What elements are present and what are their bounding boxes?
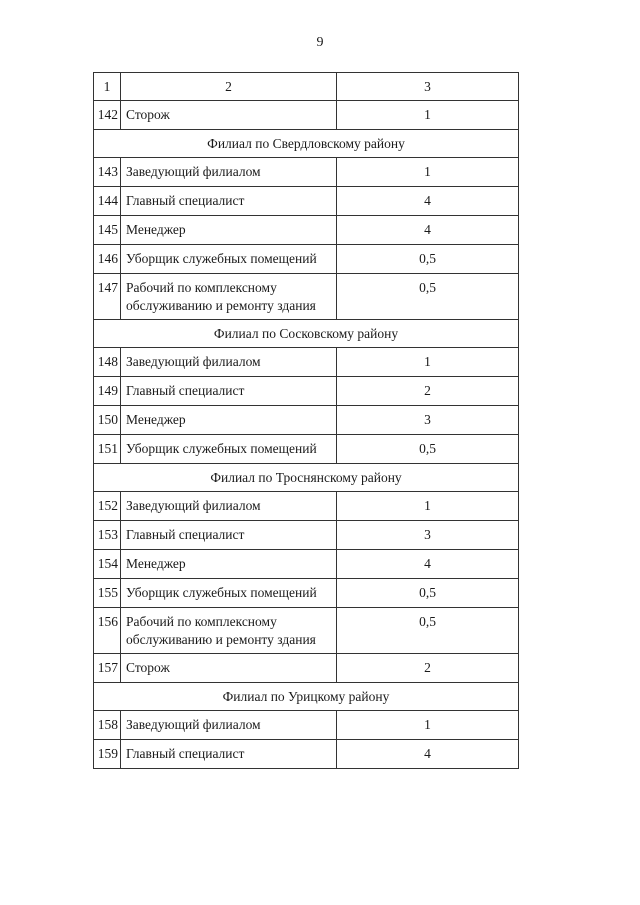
- staff-quantity: 3: [337, 521, 519, 550]
- table-body: [94, 101, 519, 769]
- table-row: [94, 216, 519, 245]
- table-row: [94, 158, 519, 187]
- row-number: 151: [94, 435, 121, 464]
- row-number: 158: [94, 711, 121, 740]
- staff-quantity: 0,5: [337, 579, 519, 608]
- row-number: 145: [94, 216, 121, 245]
- table-row: [94, 274, 519, 320]
- staff-quantity: 1: [337, 348, 519, 377]
- row-number: 147: [94, 274, 121, 320]
- table-row: [94, 406, 519, 435]
- row-number: 142: [94, 101, 121, 130]
- section-row: [94, 683, 519, 711]
- staff-quantity: 1: [337, 492, 519, 521]
- staff-table: [93, 72, 519, 769]
- row-number: 150: [94, 406, 121, 435]
- staff-quantity: 0,5: [337, 245, 519, 274]
- row-number: 157: [94, 654, 121, 683]
- staff-quantity: 4: [337, 740, 519, 769]
- table-row: [94, 521, 519, 550]
- staff-quantity: 0,5: [337, 274, 519, 320]
- table-row: [94, 245, 519, 274]
- row-number: 148: [94, 348, 121, 377]
- table-row: [94, 550, 519, 579]
- table-row: [94, 711, 519, 740]
- staff-quantity: 4: [337, 216, 519, 245]
- table-row: [94, 101, 519, 130]
- table-header-row: [94, 73, 519, 101]
- page-number: 9: [316, 35, 324, 50]
- section-title: Филиал по Урицкому району: [94, 683, 519, 711]
- section-title: Филиал по Троснянскому району: [94, 464, 519, 492]
- position-name: Уборщик служебных помещений: [121, 435, 337, 464]
- staff-quantity: 0,5: [337, 608, 519, 654]
- position-name: Уборщик служебных помещений: [121, 245, 337, 274]
- section-row: [94, 130, 519, 158]
- staff-quantity: 4: [337, 187, 519, 216]
- table-row: [94, 435, 519, 464]
- section-title: Филиал по Свердловскому району: [94, 130, 519, 158]
- position-name: Менеджер: [121, 216, 337, 245]
- position-name: Менеджер: [121, 550, 337, 579]
- section-row: [94, 320, 519, 348]
- table-row: [94, 187, 519, 216]
- row-number: 149: [94, 377, 121, 406]
- row-number: 155: [94, 579, 121, 608]
- position-name: Главный специалист: [121, 740, 337, 769]
- row-number: 156: [94, 608, 121, 654]
- position-name: Главный специалист: [121, 521, 337, 550]
- header-col-1: 1: [94, 73, 121, 101]
- staff-quantity: 1: [337, 101, 519, 130]
- row-number: 146: [94, 245, 121, 274]
- position-name: Главный специалист: [121, 377, 337, 406]
- row-number: 159: [94, 740, 121, 769]
- table-row: [94, 492, 519, 521]
- staff-quantity: 3: [337, 406, 519, 435]
- position-name: Заведующий филиалом: [121, 492, 337, 521]
- staff-quantity: 1: [337, 711, 519, 740]
- table-row: [94, 608, 519, 654]
- section-title: Филиал по Сосковскому району: [94, 320, 519, 348]
- position-name: Менеджер: [121, 406, 337, 435]
- position-name: Заведующий филиалом: [121, 711, 337, 740]
- position-name: Уборщик служебных помещений: [121, 579, 337, 608]
- row-number: 152: [94, 492, 121, 521]
- table-row: [94, 579, 519, 608]
- section-row: [94, 464, 519, 492]
- table-row: [94, 377, 519, 406]
- row-number: 153: [94, 521, 121, 550]
- row-number: 143: [94, 158, 121, 187]
- table-row: [94, 740, 519, 769]
- position-name: Рабочий по комплексному обслуживанию и ремонту здания: [121, 608, 337, 654]
- position-name: Заведующий филиалом: [121, 158, 337, 187]
- staff-quantity: 0,5: [337, 435, 519, 464]
- table-row: [94, 348, 519, 377]
- position-name: Сторож: [121, 101, 337, 130]
- header-col-2: 2: [121, 73, 337, 101]
- position-name: Главный специалист: [121, 187, 337, 216]
- position-name: Рабочий по комплексному обслуживанию и ремонту здания: [121, 274, 337, 320]
- staff-quantity: 2: [337, 654, 519, 683]
- header-col-3: 3: [337, 73, 519, 101]
- position-name: Заведующий филиалом: [121, 348, 337, 377]
- row-number: 144: [94, 187, 121, 216]
- staff-quantity: 4: [337, 550, 519, 579]
- staff-quantity: 1: [337, 158, 519, 187]
- position-name: Сторож: [121, 654, 337, 683]
- row-number: 154: [94, 550, 121, 579]
- staff-quantity: 2: [337, 377, 519, 406]
- table-row: [94, 654, 519, 683]
